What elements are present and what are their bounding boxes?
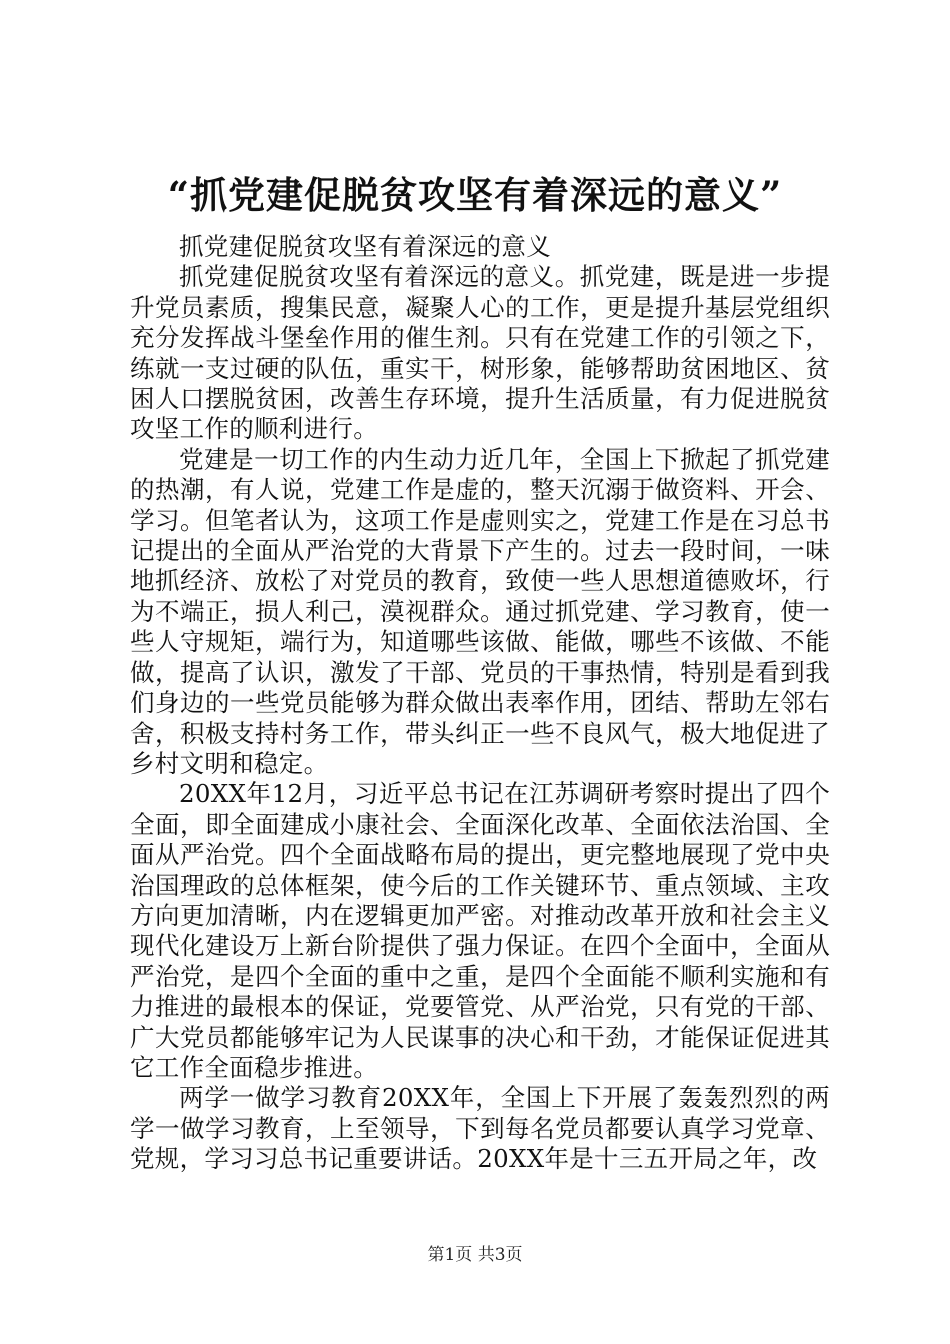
paragraph-1: 抓党建促脱贫攻坚有着深远的意义。抓党建，既是进一步提升党员素质，搜集民意，凝聚人心的工作，更是提升基层党组织充分发挥战斗堡垒作用的催生剂。只有在党建工作的引领之下，练就一支过硬的队伍，重实干，树形象，能够帮助贫困地区、贫困人口摆脱贫困，改善生存环境，提升生活质量，有力促进脱贫攻坚工作的顺利进行。	[130, 262, 830, 444]
page-number-footer: 第1页 共3页	[427, 1245, 523, 1265]
paragraph-3: 20XX年12月，习近平总书记在江苏调研考察时提出了四个全面，即全面建成小康社会、全面深化改革、全面依法治国、全面从严治党。四个全面战略布局的提出，更完整地展现了党中央治国理政的总体框架，使今后的工作关键环节、重点领域、主攻方向更加清晰，内在逻辑更加严密。对推动改革开放和社会主义现代化建设万上新台阶提供了强力保证。在四个全面中，全面从严治党，是四个全面的重中之重，是四个全面能不顺利实施和有力推进的最根本的保证，党要管党、从严治党，只有党的干部、广大党员都能够牢记为人民谋事的决心和干劲，才能保证促进其它工作全面稳步推进。	[130, 779, 830, 1082]
paragraph-4: 两学一做学习教育20XX年，全国上下开展了轰轰烈烈的两学一做学习教育，上至领导，下到每名党员都要认真学习党章、党规，学习习总书记重要讲话。20XX年是十三五开局之年，改	[130, 1083, 830, 1174]
document-body	[130, 232, 830, 1175]
document-title: “抓党建促脱贫攻坚有着深远的意义”	[167, 173, 783, 217]
document-subtitle: 抓党建促脱贫攻坚有着深远的意义	[179, 232, 551, 261]
paragraph-2: 党建是一切工作的内生动力近几年，全国上下掀起了抓党建的热潮，有人说，党建工作是虚的，整天沉溺于做资料、开会、学习。但笔者认为，这项工作是虚则实之，党建工作是在习总书记提出的全面从严治党的大背景下产生的。过去一段时间，一味地抓经济、放松了对党员的教育，致使一些人思想道德败坏，行为不端正，损人利己，漠视群众。通过抓党建、学习教育，使一些人守规矩，端行为，知道哪些该做、能做，哪些不该做、不能做，提高了认识，激发了干部、党员的干事热情，特别是看到我们身边的一些党员能够为群众做出表率作用，团结、帮助左邻右舍，积极支持村务工作，带头纠正一些不良风气，极大地促进了乡村文明和稳定。	[130, 444, 830, 778]
